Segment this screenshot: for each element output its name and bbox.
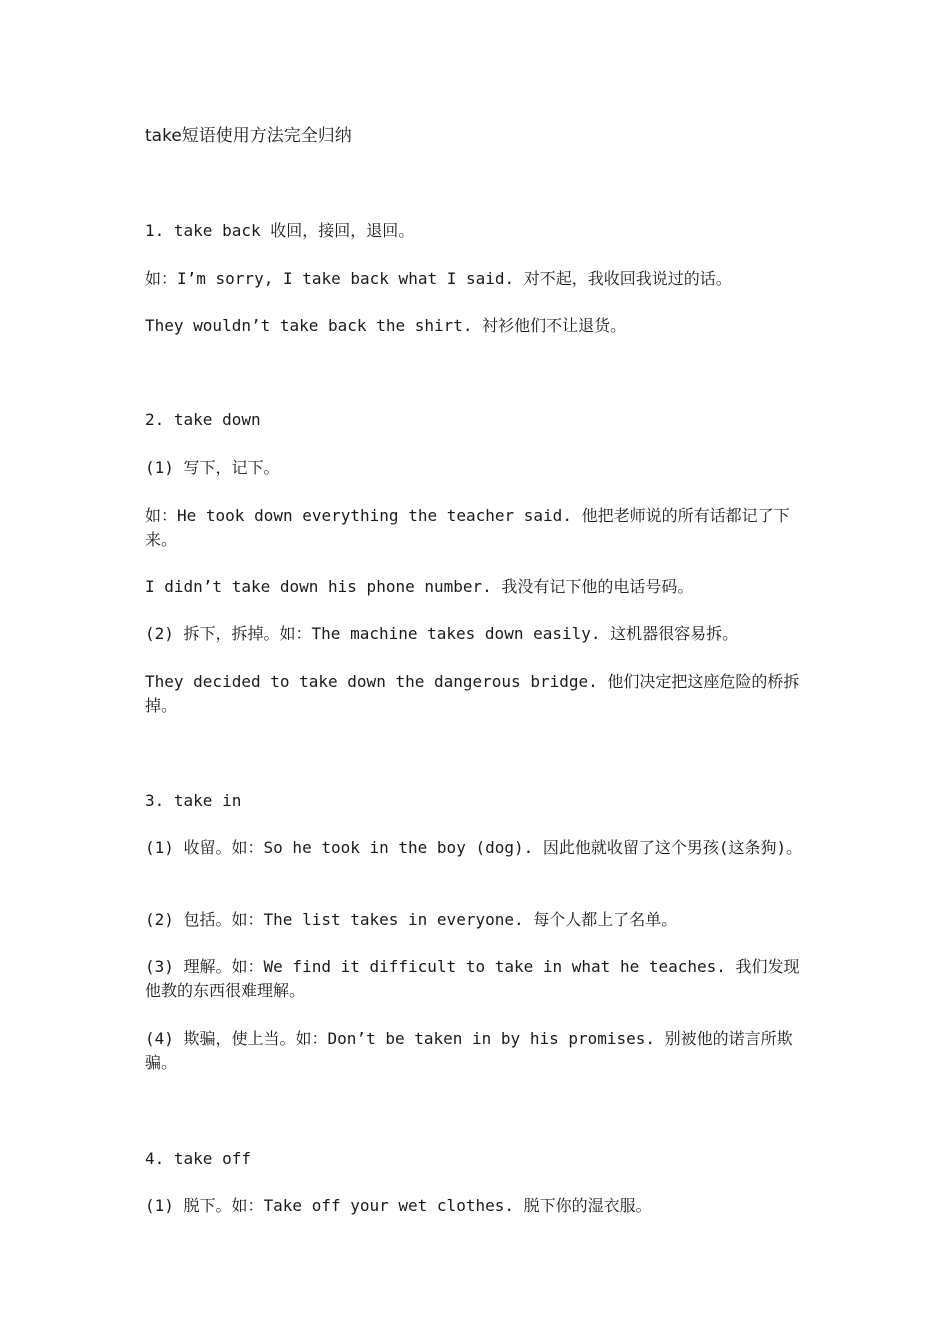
example-line: They decided to take down the dangerous bridge. 他们决定把这座危险的桥拆掉。 [145, 672, 800, 715]
definition-line: (3) 理解。如：We find it difficult to take in what he teaches. 我们发现他教的东西很难理解。 [145, 957, 800, 1000]
example-line: 如：I’m sorry, I take back what I said. 对不起，我收回我说过的话。 [145, 269, 732, 288]
definition-line: (1) 写下，记下。 [145, 458, 280, 477]
heading-take-down: 2. take down [145, 410, 261, 429]
heading-take-in: 3. take in [145, 791, 242, 810]
definition-line: (1) 收留。如：So he took in the boy (dog). 因此他就收留了这个男孩(这条狗)。 [145, 838, 803, 857]
example-line: I didn’t take down his phone number. 我没有记下他的电话号码。 [145, 577, 694, 596]
heading-take-off: 4. take off [145, 1149, 251, 1168]
definition-line: (1) 脱下。如：Take off your wet clothes. 脱下你的湿衣服。 [145, 1196, 652, 1215]
definition-line: (2) 拆下，拆掉。如：The machine takes down easily. 这机器很容易拆。 [145, 624, 739, 643]
definition-line: (4) 欺骗，使上当。如：Don’t be taken in by his promises. 别被他的诺言所欺骗。 [145, 1029, 793, 1072]
example-line: 如：He took down everything the teacher said. 他把老师说的所有话都记了下来。 [145, 506, 790, 549]
definition-line: (2) 包括。如：The list takes in everyone. 每个人都上了名单。 [145, 910, 678, 929]
example-line: They wouldn’t take back the shirt. 衬衫他们不让退货。 [145, 316, 627, 335]
heading-take-back: 1. take back 收回，接回，退回。 [145, 221, 415, 240]
document-title: take短语使用方法完全归纳 [145, 126, 352, 146]
